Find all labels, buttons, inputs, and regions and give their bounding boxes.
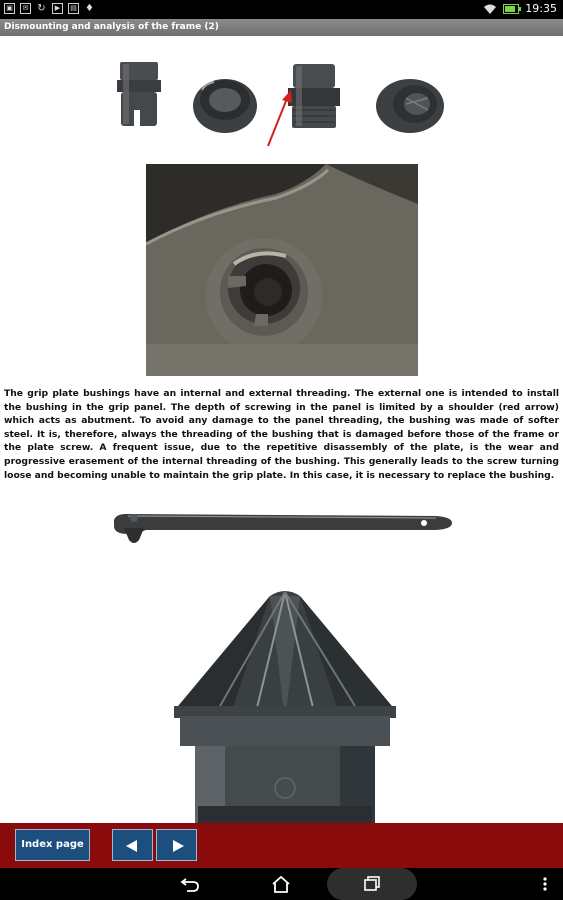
back-icon [180,876,200,892]
bushings-image [110,54,455,154]
navigation-bar [0,868,563,900]
frame-bushing-photo [146,164,418,376]
right-triangle-icon [173,840,184,852]
tool-closeup-image [160,556,410,823]
bushing-front-1 [193,79,257,133]
status-right [483,2,557,15]
mail-icon: ✉ [20,3,31,14]
overflow-menu-icon [542,876,548,892]
left-triangle-icon [126,840,137,852]
home-button[interactable] [261,868,301,900]
index-page-button[interactable]: Index page [15,829,90,861]
media-icon: ▶ [52,3,63,14]
overflow-menu-button[interactable] [530,868,560,900]
back-button[interactable] [170,868,210,900]
wifi-icon [483,3,497,15]
notification-icons [4,3,95,14]
pin-icon: ♦ [85,3,94,14]
battery-icon [503,4,519,14]
sync-icon: ↻ [37,3,46,14]
previous-page-button[interactable] [112,829,153,861]
page-title: Dismounting and analysis of the frame (2) [0,19,563,36]
bushing-front-2 [376,79,444,133]
battery-fill [505,6,515,12]
recent-apps-button[interactable] [327,868,417,900]
next-page-button[interactable] [156,829,197,861]
description-paragraph: The grip plate bushings have an internal and external threading. The external one is intended to install the bushing in the grip panel. The depth of screwing in the panel is limited by a shoulder (red arrow) which acts as abutment. To avoid any damage to the panel threading, the bushing was made of softer steel. It is, therefore, always the threading of the bushing that is damaged before those of the frame or the plate screw. A frequent issue, due to the repetitive disassembly of the plate, is the wear and progressive erasement of the internal threading of the bushing. This generally leads to the screw turning loose and becoming unable to maintain the grip plate. In this case, it is necessary to replace the bushing. [4,388,559,481]
status-bar [0,0,563,19]
content-area[interactable] [0,36,563,823]
bushing-side-1 [117,62,161,126]
home-icon [271,875,291,893]
status-time: 19:35 [525,2,557,15]
gallery-icon: ▤ [68,3,79,14]
red-arrow-icon [268,90,292,146]
bottom-bar [0,823,563,868]
bushing-side-2 [288,64,340,128]
recent-apps-icon [362,875,382,893]
screenshot-icon: ▣ [4,3,15,14]
wrench-tool-image [106,506,456,556]
